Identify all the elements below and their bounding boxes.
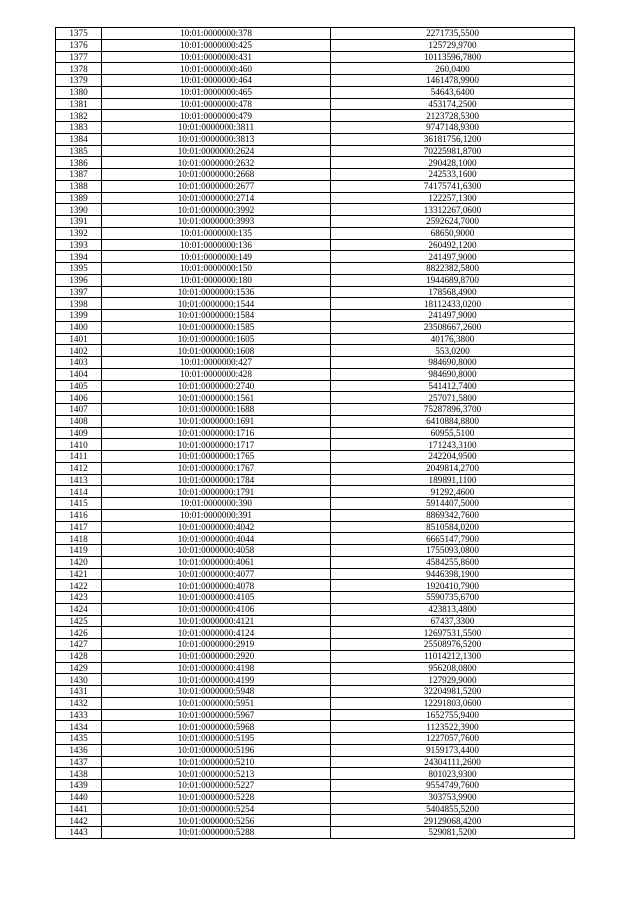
row-number-cell: 1376 [56,39,102,51]
cadastral-number-cell: 10:01:0000000:431 [102,51,331,63]
table-row [56,122,575,134]
value-cell: 91292,4600 [331,486,575,498]
row-number-cell: 1423 [56,592,102,604]
row-number-cell: 1411 [56,451,102,463]
row-number-cell: 1408 [56,415,102,427]
cadastral-number-cell: 10:01:0000000:2668 [102,169,331,181]
row-number-cell: 1437 [56,756,102,768]
table-row [56,239,575,251]
table-row [56,486,575,498]
cadastral-number-cell: 10:01:0000000:5967 [102,709,331,721]
cadastral-number-cell: 10:01:0000000:2677 [102,180,331,192]
row-number-cell: 1412 [56,462,102,474]
table-row [56,145,575,157]
value-cell: 5590735,6700 [331,592,575,604]
table-row [56,368,575,380]
cadastral-number-cell: 10:01:0000000:1688 [102,404,331,416]
cadastral-number-cell: 10:01:0000000:5968 [102,721,331,733]
value-cell: 1652755,9400 [331,709,575,721]
cadastral-number-cell: 10:01:0000000:1691 [102,415,331,427]
table-row [56,627,575,639]
value-cell: 18112433,0200 [331,298,575,310]
table-row [56,639,575,651]
table-row [56,744,575,756]
row-number-cell: 1440 [56,791,102,803]
value-cell: 6665147,7900 [331,533,575,545]
cadastral-number-cell: 10:01:0000000:4198 [102,662,331,674]
value-cell: 9554749,7600 [331,780,575,792]
value-cell: 529081,5200 [331,827,575,839]
table-row [56,451,575,463]
cadastral-number-cell: 10:01:0000000:4042 [102,521,331,533]
table-row [56,180,575,192]
row-number-cell: 1407 [56,404,102,416]
row-number-cell: 1378 [56,63,102,75]
cadastral-number-cell: 10:01:0000000:1536 [102,286,331,298]
value-cell: 1944689,8700 [331,274,575,286]
table-row [56,63,575,75]
cadastral-number-cell: 10:01:0000000:5228 [102,791,331,803]
cadastral-number-cell: 10:01:0000000:2624 [102,145,331,157]
table-row [56,404,575,416]
row-number-cell: 1415 [56,498,102,510]
cadastral-number-cell: 10:01:0000000:1605 [102,333,331,345]
value-cell: 956208,0800 [331,662,575,674]
value-cell: 801023,9300 [331,768,575,780]
table-row [56,533,575,545]
table-row [56,86,575,98]
value-cell: 242533,1600 [331,169,575,181]
cadastral-number-cell: 10:01:0000000:391 [102,509,331,521]
cadastral-number-cell: 10:01:0000000:464 [102,75,331,87]
row-number-cell: 1396 [56,274,102,286]
table-row [56,509,575,521]
value-cell: 423813,4800 [331,603,575,615]
table-row [56,803,575,815]
row-number-cell: 1425 [56,615,102,627]
row-number-cell: 1393 [56,239,102,251]
value-cell: 242204,9500 [331,451,575,463]
table-row [56,169,575,181]
cadastral-number-cell: 10:01:0000000:2714 [102,192,331,204]
cadastral-number-cell: 10:01:0000000:4121 [102,615,331,627]
table-row [56,709,575,721]
value-cell: 2123728,5300 [331,110,575,122]
row-number-cell: 1375 [56,28,102,40]
table-row [56,133,575,145]
table-row [56,98,575,110]
value-cell: 171243,3100 [331,439,575,451]
cadastral-number-cell: 10:01:0000000:5227 [102,780,331,792]
table-row [56,51,575,63]
value-cell: 303753,9900 [331,791,575,803]
value-cell: 36181756,1200 [331,133,575,145]
table-body [56,28,575,839]
value-cell: 23508667,2600 [331,321,575,333]
row-number-cell: 1380 [56,86,102,98]
value-cell: 241497,9000 [331,310,575,322]
value-cell: 12291803,0600 [331,697,575,709]
row-number-cell: 1383 [56,122,102,134]
cadastral-number-cell: 10:01:0000000:4058 [102,545,331,557]
table-row [56,827,575,839]
cadastral-number-cell: 10:01:0000000:3992 [102,204,331,216]
table-row [56,721,575,733]
row-number-cell: 1395 [56,263,102,275]
value-cell: 11014212,1300 [331,650,575,662]
cadastral-number-cell: 10:01:0000000:1791 [102,486,331,498]
row-number-cell: 1441 [56,803,102,815]
table-row [56,251,575,263]
cadastral-number-cell: 10:01:0000000:2919 [102,639,331,651]
table-row [56,733,575,745]
value-cell: 290428,1000 [331,157,575,169]
cadastral-number-cell: 10:01:0000000:4106 [102,603,331,615]
row-number-cell: 1434 [56,721,102,733]
table-row [56,192,575,204]
row-number-cell: 1436 [56,744,102,756]
row-number-cell: 1389 [56,192,102,204]
row-number-cell: 1417 [56,521,102,533]
row-number-cell: 1404 [56,368,102,380]
value-cell: 70225981,8700 [331,145,575,157]
table-row [56,380,575,392]
table-row [56,427,575,439]
value-cell: 1755093,0800 [331,545,575,557]
value-cell: 74175741,6300 [331,180,575,192]
value-cell: 68650,9000 [331,227,575,239]
row-number-cell: 1381 [56,98,102,110]
row-number-cell: 1409 [56,427,102,439]
row-number-cell: 1424 [56,603,102,615]
row-number-cell: 1379 [56,75,102,87]
row-number-cell: 1402 [56,345,102,357]
table-row [56,28,575,40]
row-number-cell: 1394 [56,251,102,263]
table-row [56,310,575,322]
cadastral-number-cell: 10:01:0000000:5288 [102,827,331,839]
cadastral-number-cell: 10:01:0000000:378 [102,28,331,40]
cadastral-number-cell: 10:01:0000000:478 [102,98,331,110]
cadastral-number-cell: 10:01:0000000:2632 [102,157,331,169]
table-row [56,556,575,568]
row-number-cell: 1416 [56,509,102,521]
cadastral-number-cell: 10:01:0000000:1584 [102,310,331,322]
table-row [56,615,575,627]
table-row [56,568,575,580]
table-row [56,204,575,216]
row-number-cell: 1384 [56,133,102,145]
value-cell: 127929,9000 [331,674,575,686]
table-row [56,603,575,615]
cadastral-number-cell: 10:01:0000000:465 [102,86,331,98]
row-number-cell: 1418 [56,533,102,545]
table-row [56,498,575,510]
row-number-cell: 1388 [56,180,102,192]
row-number-cell: 1406 [56,392,102,404]
row-number-cell: 1385 [56,145,102,157]
value-cell: 553,0200 [331,345,575,357]
row-number-cell: 1392 [56,227,102,239]
value-cell: 1123522,3900 [331,721,575,733]
cadastral-number-cell: 10:01:0000000:5948 [102,686,331,698]
cadastral-number-cell: 10:01:0000000:1717 [102,439,331,451]
row-number-cell: 1413 [56,474,102,486]
value-cell: 125729,9700 [331,39,575,51]
value-cell: 241497,9000 [331,251,575,263]
value-cell: 5404855,5200 [331,803,575,815]
value-cell: 1461478,9900 [331,75,575,87]
value-cell: 8869342,7600 [331,509,575,521]
cadastral-number-cell: 10:01:0000000:460 [102,63,331,75]
table-row [56,274,575,286]
cadastral-number-cell: 10:01:0000000:5213 [102,768,331,780]
cadastral-number-cell: 10:01:0000000:4105 [102,592,331,604]
table-row [56,545,575,557]
table-row [56,462,575,474]
value-cell: 32204981,5200 [331,686,575,698]
cadastral-number-cell: 10:01:0000000:5210 [102,756,331,768]
table-row [56,345,575,357]
row-number-cell: 1442 [56,815,102,827]
cadastral-number-cell: 10:01:0000000:4077 [102,568,331,580]
table-row [56,780,575,792]
row-number-cell: 1399 [56,310,102,322]
table-row [56,592,575,604]
value-cell: 9159173,4400 [331,744,575,756]
value-cell: 25508976,5200 [331,639,575,651]
table-row [56,674,575,686]
row-number-cell: 1426 [56,627,102,639]
table-row [56,580,575,592]
cadastral-number-cell: 10:01:0000000:5256 [102,815,331,827]
table-row [56,298,575,310]
table-row [56,650,575,662]
row-number-cell: 1428 [56,650,102,662]
value-cell: 29129068,4200 [331,815,575,827]
table-row [56,756,575,768]
value-cell: 40176,3800 [331,333,575,345]
cadastral-number-cell: 10:01:0000000:1544 [102,298,331,310]
row-number-cell: 1427 [56,639,102,651]
cadastral-number-cell: 10:01:0000000:1608 [102,345,331,357]
table-row [56,392,575,404]
value-cell: 12697531,5500 [331,627,575,639]
row-number-cell: 1397 [56,286,102,298]
row-number-cell: 1422 [56,580,102,592]
row-number-cell: 1433 [56,709,102,721]
table-row [56,75,575,87]
row-number-cell: 1430 [56,674,102,686]
table-row [56,110,575,122]
row-number-cell: 1420 [56,556,102,568]
cadastral-number-cell: 10:01:0000000:5196 [102,744,331,756]
value-cell: 984690,8000 [331,368,575,380]
value-cell: 8510584,0200 [331,521,575,533]
row-number-cell: 1435 [56,733,102,745]
table-row [56,686,575,698]
row-number-cell: 1421 [56,568,102,580]
cadastral-number-cell: 10:01:0000000:4078 [102,580,331,592]
cadastral-number-cell: 10:01:0000000:3993 [102,216,331,228]
table-row [56,357,575,369]
row-number-cell: 1400 [56,321,102,333]
table-row [56,333,575,345]
table-row [56,697,575,709]
row-number-cell: 1439 [56,780,102,792]
row-number-cell: 1432 [56,697,102,709]
value-cell: 1227057,7600 [331,733,575,745]
table-row [56,439,575,451]
table-row [56,662,575,674]
table-row [56,216,575,228]
value-cell: 60955,5100 [331,427,575,439]
row-number-cell: 1419 [56,545,102,557]
table-row [56,815,575,827]
table-row [56,791,575,803]
cadastral-number-cell: 10:01:0000000:135 [102,227,331,239]
table-row [56,263,575,275]
value-cell: 10113596,7800 [331,51,575,63]
value-cell: 189891,1100 [331,474,575,486]
cadastral-value-table [55,27,575,839]
value-cell: 75287896,3700 [331,404,575,416]
cadastral-number-cell: 10:01:0000000:1767 [102,462,331,474]
row-number-cell: 1431 [56,686,102,698]
row-number-cell: 1390 [56,204,102,216]
table-row [56,39,575,51]
value-cell: 2049814,2700 [331,462,575,474]
value-cell: 54643,6400 [331,86,575,98]
cadastral-number-cell: 10:01:0000000:5951 [102,697,331,709]
cadastral-number-cell: 10:01:0000000:3811 [102,122,331,134]
table-row [56,321,575,333]
cadastral-number-cell: 10:01:0000000:1784 [102,474,331,486]
cadastral-number-cell: 10:01:0000000:149 [102,251,331,263]
value-cell: 178568,4900 [331,286,575,298]
value-cell: 984690,8000 [331,357,575,369]
value-cell: 4584255,8600 [331,556,575,568]
cadastral-number-cell: 10:01:0000000:390 [102,498,331,510]
row-number-cell: 1377 [56,51,102,63]
value-cell: 24304111,2600 [331,756,575,768]
table-row [56,768,575,780]
row-number-cell: 1386 [56,157,102,169]
cadastral-number-cell: 10:01:0000000:4061 [102,556,331,568]
cadastral-number-cell: 10:01:0000000:5254 [102,803,331,815]
cadastral-number-cell: 10:01:0000000:1585 [102,321,331,333]
value-cell: 2271735,5500 [331,28,575,40]
cadastral-number-cell: 10:01:0000000:4199 [102,674,331,686]
cadastral-number-cell: 10:01:0000000:3813 [102,133,331,145]
value-cell: 13312267,0600 [331,204,575,216]
row-number-cell: 1443 [56,827,102,839]
row-number-cell: 1401 [56,333,102,345]
value-cell: 260492,1200 [331,239,575,251]
cadastral-number-cell: 10:01:0000000:427 [102,357,331,369]
value-cell: 5914407,5000 [331,498,575,510]
value-cell: 67437,3300 [331,615,575,627]
table-row [56,157,575,169]
row-number-cell: 1387 [56,169,102,181]
cadastral-number-cell: 10:01:0000000:1561 [102,392,331,404]
value-cell: 9446398,1900 [331,568,575,580]
cadastral-number-cell: 10:01:0000000:150 [102,263,331,275]
row-number-cell: 1382 [56,110,102,122]
value-cell: 541412,7400 [331,380,575,392]
value-cell: 8822382,5800 [331,263,575,275]
value-cell: 9747148,9300 [331,122,575,134]
table-row [56,227,575,239]
cadastral-number-cell: 10:01:0000000:4124 [102,627,331,639]
row-number-cell: 1414 [56,486,102,498]
row-number-cell: 1403 [56,357,102,369]
value-cell: 122257,1300 [331,192,575,204]
cadastral-number-cell: 10:01:0000000:1716 [102,427,331,439]
value-cell: 1920410,7900 [331,580,575,592]
cadastral-number-cell: 10:01:0000000:136 [102,239,331,251]
row-number-cell: 1410 [56,439,102,451]
cadastral-number-cell: 10:01:0000000:2740 [102,380,331,392]
value-cell: 260,0400 [331,63,575,75]
row-number-cell: 1405 [56,380,102,392]
cadastral-number-cell: 10:01:0000000:180 [102,274,331,286]
cadastral-number-cell: 10:01:0000000:1765 [102,451,331,463]
cadastral-number-cell: 10:01:0000000:5195 [102,733,331,745]
row-number-cell: 1429 [56,662,102,674]
cadastral-number-cell: 10:01:0000000:479 [102,110,331,122]
row-number-cell: 1398 [56,298,102,310]
value-cell: 2592624,7000 [331,216,575,228]
table-row [56,286,575,298]
table-row [56,474,575,486]
cadastral-number-cell: 10:01:0000000:428 [102,368,331,380]
cadastral-number-cell: 10:01:0000000:4044 [102,533,331,545]
row-number-cell: 1391 [56,216,102,228]
table-row [56,415,575,427]
value-cell: 257071,5800 [331,392,575,404]
value-cell: 453174,2500 [331,98,575,110]
row-number-cell: 1438 [56,768,102,780]
table-row [56,521,575,533]
cadastral-number-cell: 10:01:0000000:425 [102,39,331,51]
cadastral-number-cell: 10:01:0000000:2920 [102,650,331,662]
value-cell: 6410884,8800 [331,415,575,427]
